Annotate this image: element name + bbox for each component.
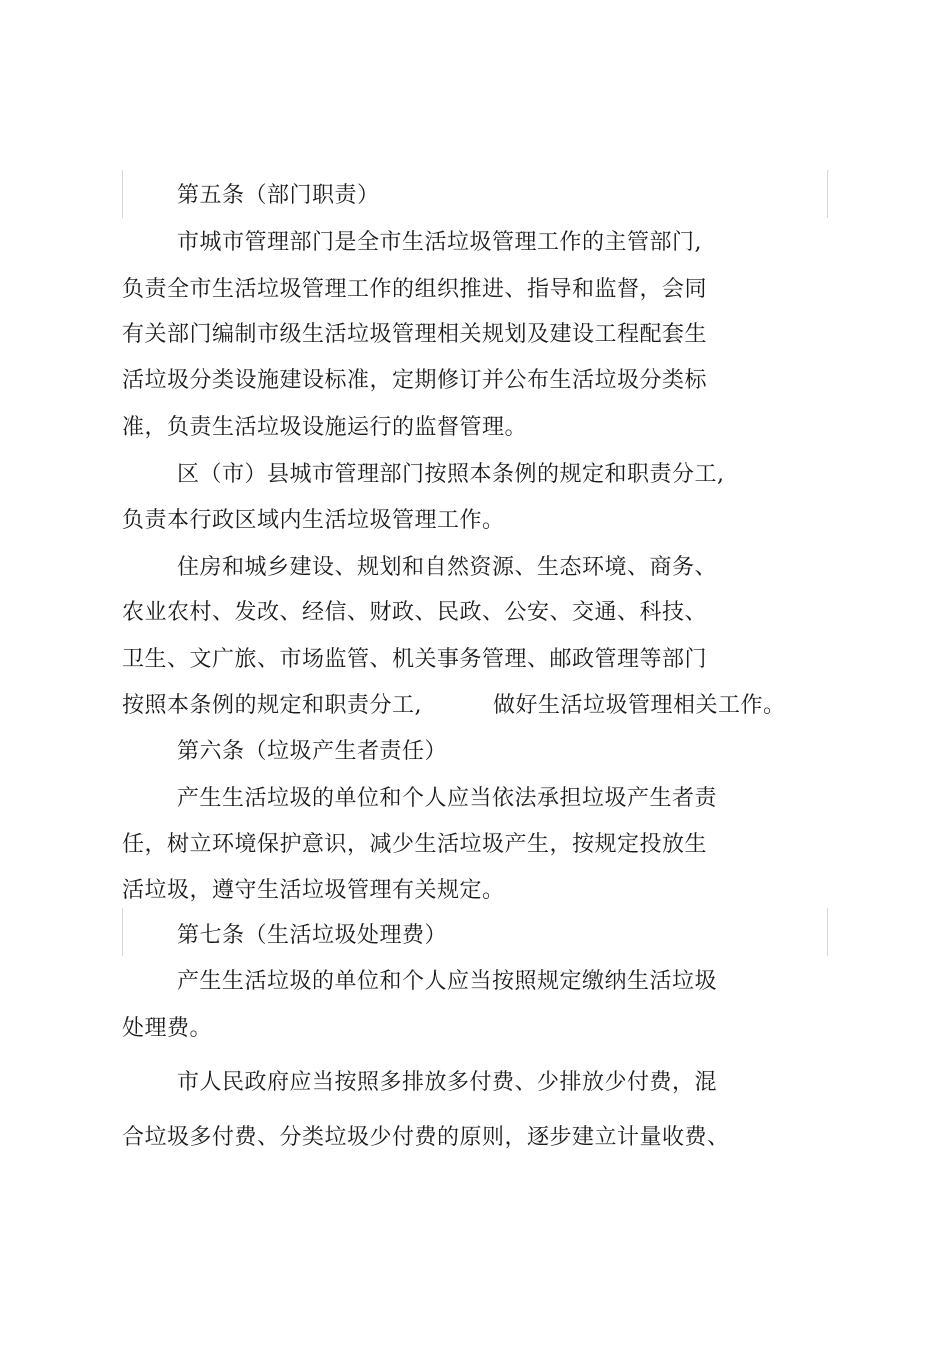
paragraph-line: 准，负责生活垃圾设施运行的监督管理。 [122,415,528,440]
paragraph-line: 农业农村、发改、经信、财政、民政、公安、交通、科技、 [122,600,708,625]
paragraph-line: 区（市）县城市管理部门按照本条例的规定和职责分工, [177,462,725,487]
paragraph-line: 产生生活垃圾的单位和个人应当依法承担垃圾产生者责 [177,786,718,811]
paragraph-line: 按照本条例的规定和职责分工, [122,693,422,718]
paragraph-line: 做好生活垃圾管理相关工作。 [493,693,786,718]
paragraph-line: 任，树立环境保护意识，减少生活垃圾产生，按规定投放生 [122,832,708,857]
margin-rule-right-bottom [827,908,828,956]
paragraph-line: 住房和城乡建设、规划和自然资源、生态环境、商务、 [177,555,718,580]
paragraph-line: 卫生、文广旅、市场监管、机关事务管理、邮政管理等部门 [122,647,708,672]
paragraph-line: 有关部门编制市级生活垃圾管理相关规划及建设工程配套生 [122,322,708,347]
paragraph-line: 活垃圾分类设施建设标准，定期修订并公布生活垃圾分类标 [122,368,708,393]
margin-rule-right-top [827,170,828,218]
paragraph-line: 产生生活垃圾的单位和个人应当按照规定缴纳生活垃圾 [177,969,718,994]
article-5-heading: 第五条（部门职责） [177,183,380,208]
paragraph-line: 合垃圾多付费、分类垃圾少付费的原则，逐步建立计量收费、 [122,1125,730,1150]
paragraph-line: 处理费。 [122,1016,213,1041]
article-6-heading: 第六条（垃圾产生者责任） [177,739,448,764]
paragraph-line: 活垃圾，遵守生活垃圾管理有关规定。 [122,878,505,903]
paragraph-line: 负责全市生活垃圾管理工作的组织推进、指导和监督，会同 [122,277,708,302]
paragraph-line: 市人民政府应当按照多排放多付费、少排放少付费，混 [177,1070,718,1095]
paragraph-line: 负责本行政区域内生活垃圾管理工作。 [122,508,505,533]
article-7-heading: 第七条（生活垃圾处理费） [177,923,448,948]
paragraph-line: 市城市管理部门是全市生活垃圾管理工作的主管部门, [177,230,702,255]
margin-rule-left-top [122,170,123,218]
margin-rule-left-bottom [122,908,123,956]
